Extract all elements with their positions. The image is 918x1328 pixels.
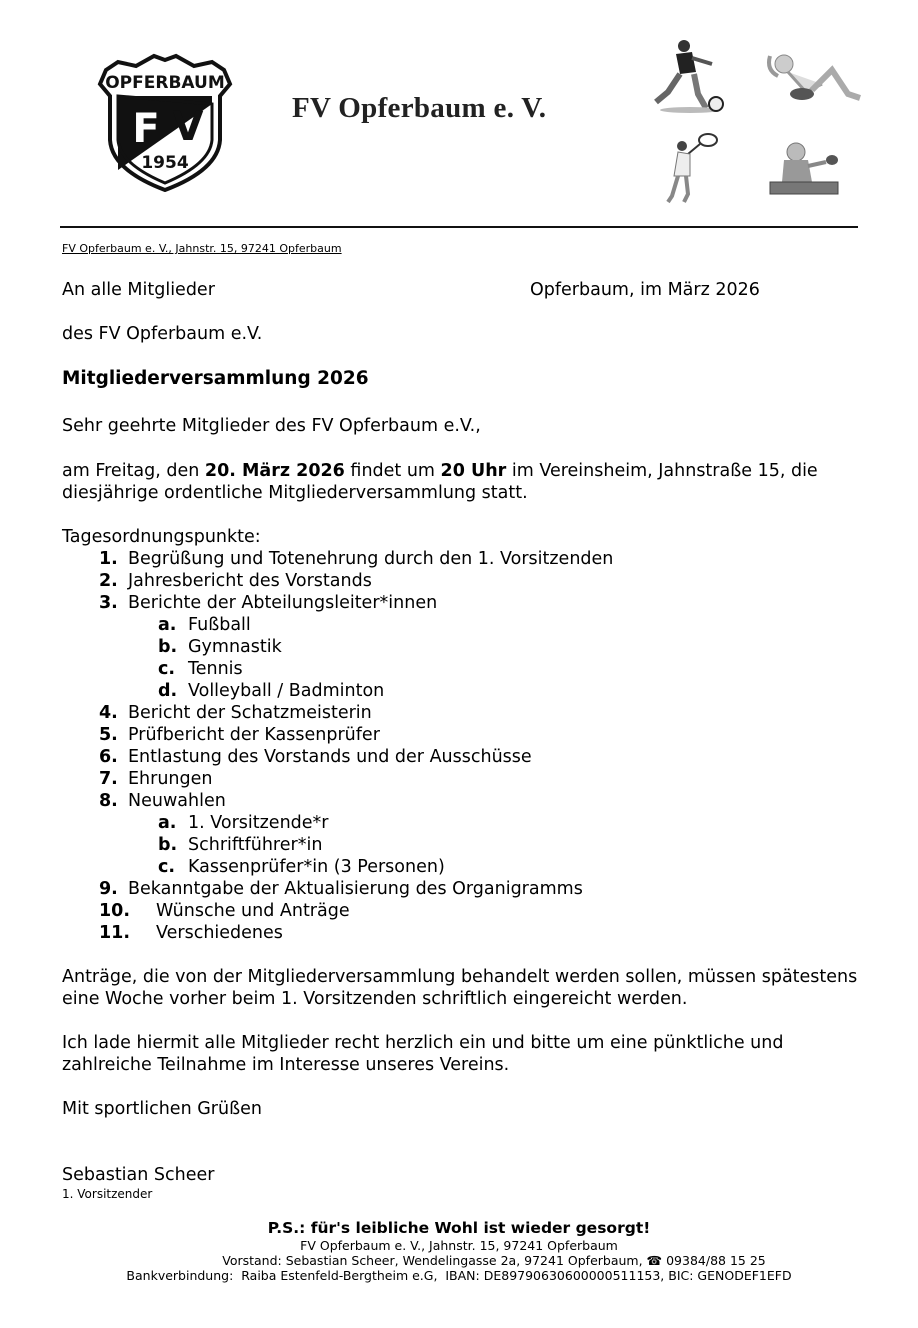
svg-text:V: V [172,104,204,150]
agenda-subitem-text: Tennis [188,659,243,679]
agenda-subitem [62,614,862,636]
signer-name: Sebastian Scheer [62,1165,215,1185]
crest-top-text: OPFERBAUM [105,73,225,93]
footer-board [0,1253,918,1268]
intro-text-1: am Freitag, den [62,461,205,481]
agenda-item-number: 7. [99,769,118,789]
signer-role: 1. Vorsitzender [62,1187,153,1201]
agenda-item [62,768,862,790]
agenda-item [62,570,862,592]
table-tennis-player-icon [768,140,840,198]
agenda-subitem-letter: b. [158,637,178,657]
agenda-subitem-letter: a. [158,813,177,833]
crest-letters: F [132,106,160,152]
agenda-item-number: 5. [99,725,118,745]
agenda-item-number: 9. [99,879,118,899]
agenda-subitem-letter: d. [158,681,178,701]
agenda-item-number: 11. [99,923,131,943]
agenda-subitem [62,856,862,878]
agenda-subitem-text: 1. Vorsitzende*r [188,813,329,833]
footer-phone: 09384/88 15 25 [666,1253,766,1268]
agenda-subitem-letter: c. [158,659,176,679]
agenda-item [62,702,862,724]
intro-text-3: im Vereinsheim, Jahnstraße 15, die diesjährige ordentliche Mitgliederversammlung statt. [62,461,818,503]
agenda-item-text: Entlastung des Vorstands und der Ausschüsse [128,747,532,767]
agenda-item [62,878,862,900]
agenda-subitem [62,834,862,856]
agenda-item [62,548,862,570]
agenda-item-text: Jahresbericht des Vorstands [128,571,372,591]
agenda-item-number: 4. [99,703,118,723]
crest-year: 1954 [141,153,189,173]
agenda-item-number: 1. [99,549,118,569]
agenda-item-text: Begrüßung und Totenehrung durch den 1. Vorsitzenden [128,549,614,569]
agenda-subitem-text: Fußball [188,615,251,635]
agenda-subitem-text: Gymnastik [188,637,282,657]
footer-bank: Bankverbindung: Raiba Estenfeld-Bergtheim e.G, IBAN: DE89790630600000511153, BIC: GENODEF1EFD [126,1268,792,1283]
recipient-line-1: An alle Mitglieder [62,280,215,300]
sender-address-line: FV Opferbaum e. V., Jahnstr. 15, 97241 Opferbaum [62,242,342,255]
place-date: Opferbaum, im März 2026 [530,280,760,300]
agenda-list [62,548,862,944]
agenda-item [62,790,862,812]
salutation: Sehr geehrte Mitglieder des FV Opferbaum e.V., [62,416,481,436]
agenda-item-text: Neuwahlen [128,791,226,811]
agenda-item-number: 6. [99,747,118,767]
agenda-subitem [62,658,862,680]
tennis-player-icon [664,132,724,204]
agenda-item-text: Prüfbericht der Kassenprüfer [128,725,380,745]
agenda-subitem [62,680,862,702]
agenda-subitem [62,636,862,658]
agenda-subitem-text: Schriftführer*in [188,835,323,855]
agenda-item-number: 3. [99,593,118,613]
agenda-item [62,900,862,922]
postscript: P.S.: für's leibliche Wohl ist wieder gesorgt! [267,1219,651,1237]
agenda-subitem-letter: b. [158,835,178,855]
agenda-item-text: Bekanntgabe der Aktualisierung des Organigramms [128,879,583,899]
meeting-time: 20 Uhr [440,461,507,481]
agenda-subitem-letter: a. [158,615,177,635]
agenda-item-text: Bericht der Schatzmeisterin [128,703,372,723]
agenda-item-number: 10. [99,901,131,921]
agenda-item [62,592,862,614]
club-crest-icon [96,40,234,192]
agenda-item-text: Ehrungen [128,769,213,789]
agenda-item-number: 8. [99,791,118,811]
football-player-icon [650,38,730,118]
agenda-subitem-text: Kassenprüfer*in (3 Personen) [188,857,445,877]
agenda-subitem-text: Volleyball / Badminton [188,681,385,701]
agenda-item-number: 2. [99,571,118,591]
agenda-subitem [62,812,862,834]
agenda-title: Tagesordnungspunkte: [62,527,261,547]
footer-board-text: Vorstand: Sebastian Scheer, Wendelingasse 2a, 97241 Opferbaum, [222,1253,647,1268]
intro-text-2: findet um [344,461,441,481]
gymnastics-icon [762,50,862,110]
header-divider [60,226,858,228]
agenda-item [62,724,862,746]
letter-subject: Mitgliederversammlung 2026 [62,368,369,389]
footer-address: FV Opferbaum e. V., Jahnstr. 15, 97241 Opferbaum [300,1238,618,1253]
agenda-item-text: Berichte der Abteilungsleiter*innen [128,593,438,613]
agenda-subitem-letter: c. [158,857,176,877]
agenda-item [62,746,862,768]
closing-paragraph-1: Anträge, die von der Mitgliederversammlung behandelt werden sollen, müssen spätestens eine Woche vorher beim 1. Vorsitzenden schriftlich eingereicht werden. [62,967,858,1009]
closing-paragraph-2: Ich lade hiermit alle Mitglieder recht herzlich ein und bitte um eine pünktliche und zahlreiche Teilnahme im Interesse unseres Vereins. [62,1033,784,1075]
organization-title: FV Opferbaum e. V. [292,92,547,124]
meeting-date: 20. März 2026 [204,461,345,481]
agenda-item-text: Wünsche und Anträge [156,901,350,921]
letter-footer [0,1218,918,1283]
intro-paragraph [62,460,872,504]
agenda-item-text: Verschiedenes [156,923,283,943]
agenda-item [62,922,862,944]
recipient-line-2: des FV Opferbaum e.V. [62,324,263,344]
telephone-icon: ☎ [646,1253,663,1268]
regards: Mit sportlichen Grüßen [62,1099,262,1119]
